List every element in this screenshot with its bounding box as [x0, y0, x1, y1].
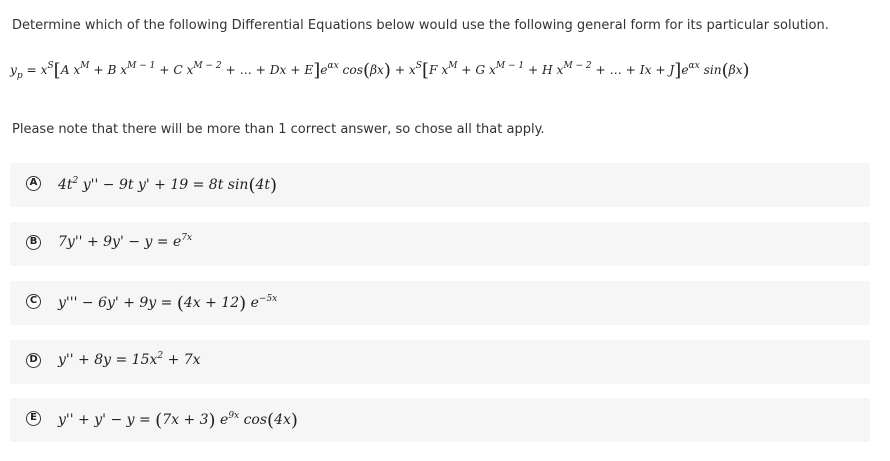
option-letter-badge: B	[26, 235, 41, 250]
option-letter-badge: C	[26, 294, 41, 309]
option-letter-badge: A	[26, 176, 41, 191]
note-text: Please note that there will be more than 1 correct answer, so chose all that apply.	[12, 122, 545, 137]
question-text: Determine which of the following Differential Equations below would use the following general form for its particular solution.	[12, 18, 829, 33]
option-e-equation: y'' + y' − y = (7x + 3) $e^{9x}$ cos(4x)	[58, 410, 298, 431]
option-b-equation: $7y'' + 9y' - y = e^{7x}$	[58, 233, 193, 250]
option-letter-badge: D	[26, 353, 41, 368]
option-a[interactable]	[10, 163, 870, 207]
option-a-equation: $4t^2$ y'' − 9t y' + 19 = 8t sin(4t)	[58, 175, 278, 196]
option-b[interactable]	[10, 222, 870, 266]
option-c[interactable]	[10, 281, 870, 325]
formula-plus: +	[394, 63, 409, 77]
option-e[interactable]	[10, 398, 870, 442]
option-c-equation: y''' − 6y' + 9y = (4x + 12) $e^{-5x}$	[58, 293, 278, 314]
formula-part2: $x^S[F$ $x^M + G$ $x^{M - 1} + H$ $x^{M - 2}$ + … + $Ix + J]e^{\alpha x}$ sin(βx)	[408, 60, 750, 81]
formula-lhs: $y_p = x^S[A$ $x^M + B$ $x^{M - 1} + C$ $x^{M - 2}$ + … + $Dx + E]e^{\alpha x}$ cos(βx)	[10, 60, 391, 81]
option-d[interactable]	[10, 340, 870, 384]
option-d-equation: $y'' + 8y = 15x^2 + 7x$	[58, 351, 201, 368]
general-form-formula	[10, 60, 882, 81]
option-letter-badge: E	[26, 411, 41, 426]
